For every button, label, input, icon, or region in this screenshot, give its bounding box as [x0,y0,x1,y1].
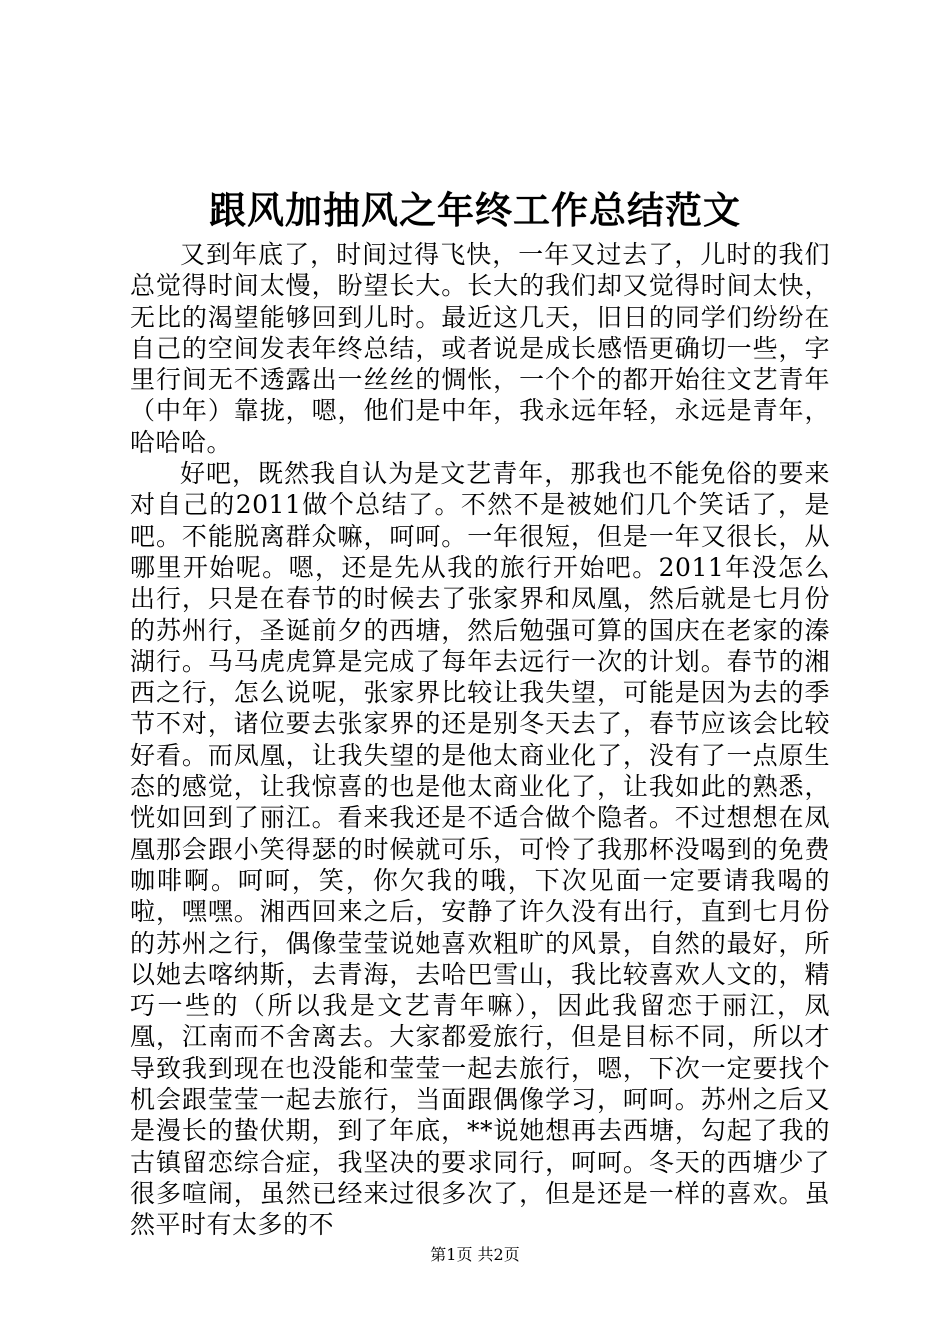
paragraph-1: 又到年底了，时间过得飞快，一年又过去了，儿时的我们总觉得时间太慢，盼望长大。长大的我们却又觉得时间太快，无比的渴望能够回到儿时。最近这几天，旧日的同学们纷纷在自己的空间发表年终总结，或者说是成长感悟更确切一些，字里行间无不透露出一丝丝的惆怅，一个个的都开始往文艺青年（中年）靠拢，嗯，他们是中年，我永远年轻，永远是青年，哈哈哈。 [130,240,830,457]
paragraph-2: 好吧，既然我自认为是文艺青年，那我也不能免俗的要来对自己的2011做个总结了。不然不是被她们几个笑话了，是吧。不能脱离群众嘛，呵呵。一年很短，但是一年又很长，从哪里开始呢。嗯，还是先从我的旅行开始吧。2011年没怎么出行，只是在春节的时候去了张家界和凤凰，然后就是七月份的苏州行，圣诞前夕的西塘，然后勉强可算的国庆在老家的溱湖行。马马虎虎算是完成了每年去远行一次的计划。春节的湘西之行，怎么说呢，张家界比较让我失望，可能是因为去的季节不对，诸位要去张家界的还是别冬天去了，春节应该会比较好看。而凤凰，让我失望的是他太商业化了，没有了一点原生态的感觉，让我惊喜的也是他太商业化了，让我如此的熟悉，恍如回到了丽江。看来我还是不适合做个隐者。不过想想在凤凰那会跟小笑得瑟的时候就可乐，可怜了我那杯没喝到的免费咖啡啊。呵呵，笑，你欠我的哦，下次见面一定要请我喝的啦，嘿嘿。湘西回来之后，安静了许久没有出行，直到七月份的苏州之行，偶像莹莹说她喜欢粗旷的风景，自然的最好，所以她去喀纳斯，去青海，去哈巴雪山，我比较喜欢人文的，精巧一些的（所以我是文艺青年嘛），因此我留恋于丽江，凤凰，江南而不舍离去。大家都爱旅行，但是目标不同，所以才导致我到现在也没能和莹莹一起去旅行，嗯，下次一定要找个机会跟莹莹一起去旅行，当面跟偶像学习，呵呵。苏州之后又是漫长的蛰伏期，到了年底，**说她想再去西塘，勾起了我的古镇留恋综合症，我坚决的要求同行，呵呵。冬天的西塘少了很多喧闹，虽然已经来过很多次了，但是还是一样的喜欢。虽然平时有太多的不 [130,459,830,1240]
page-number-footer: 第1页 共2页 [430,1245,520,1264]
document-body [130,239,830,1241]
document-title: 跟风加抽风之年终工作总结范文 [209,188,741,232]
